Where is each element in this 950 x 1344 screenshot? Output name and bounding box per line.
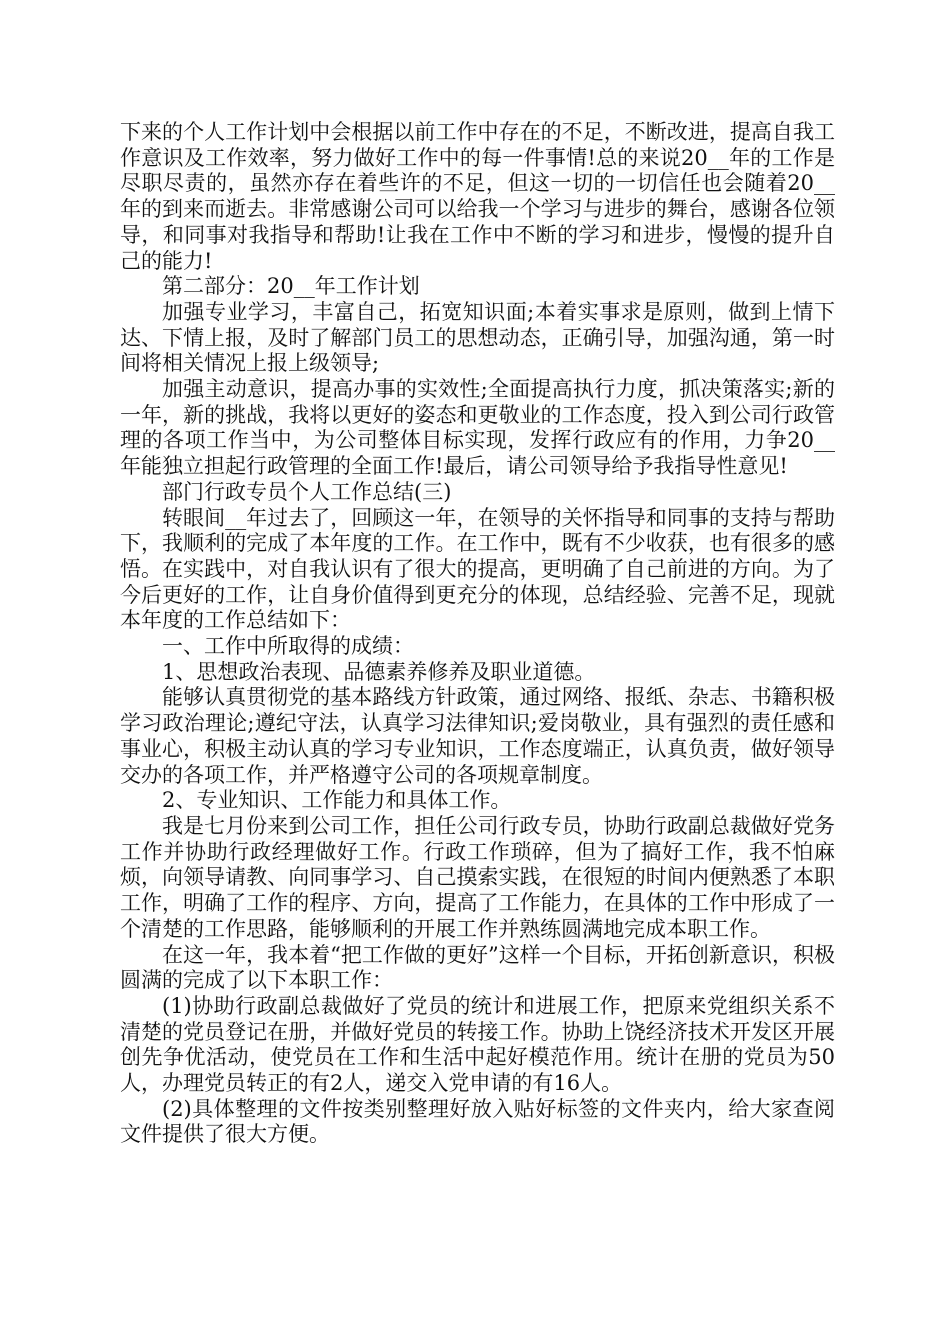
section-heading: 一、工作中所取得的成绩： xyxy=(162,634,414,659)
paragraph: 在这一年，我本着“把工作做的更好”这样一个目标，开拓创新意识，积极圆满的完成了以下本职工作： xyxy=(120,942,835,993)
subsection-heading: 2、专业知识、工作能力和具体工作。 xyxy=(162,788,512,813)
list-item: (2)具体整理的文件按类别整理好放入贴好标签的文件夹内，给大家查阅文件提供了很大方便。 xyxy=(120,1096,835,1147)
list-item: (1)协助行政副总裁做好了党员的统计和进展工作，把原来党组织关系不清楚的党员登记在册，并做好党员的转接工作。协助上饶经济技术开发区开展创先争优活动，使党员在工作和生活中起好模范作用。统计在册的党员为50人，办理党员转正的有2人，递交入党申请的有16人。 xyxy=(120,993,835,1096)
paragraph: 下来的个人工作计划中会根据以前工作中存在的不足，不断改进，提高自我工作意识及工作效率，努力做好工作中的每一件事情!总的来说20__年的工作是尽职尽责的，虽然亦存在着些许的不足，但这一切的一切信任也会随着20__年的到来而逝去。非常感谢公司可以给我一个学习与进步的舞台，感谢各位领导，和同事对我指导和帮助!让我在工作中不断的学习和进步，慢慢的提升自己的能力! xyxy=(120,120,835,273)
paragraph: 能够认真贯彻党的基本路线方针政策，通过网络、报纸、杂志、书籍积极学习政治理论;遵纪守法，认真学习法律知识;爱岗敬业，具有强烈的责任感和事业心，积极主动认真的学习专业知识，工作态度端正，认真负责，做好领导交办的各项工作，并严格遵守公司的各项规章制度。 xyxy=(120,685,835,787)
section-heading: 部门行政专员个人工作总结(三) xyxy=(162,479,452,504)
paragraph: 转眼间__年过去了，回顾这一年，在领导的关怀指导和同事的支持与帮助下，我顺利的完成了本年度的工作。在工作中，既有不少收获，也有很多的感悟。在实践中，对自我认识有了很大的提高，更明确了自己前进的方向。为了今后更好的工作，让自身价值得到更充分的体现，总结经验、完善不足，现就本年度的工作总结如下： xyxy=(120,505,835,633)
paragraph: 我是七月份来到公司工作，担任公司行政专员，协助行政副总裁做好党务工作并协助行政经理做好工作。行政工作琐碎，但为了搞好工作，我不怕麻烦，向领导请教、向同事学习、自己摸索实践，在很短的时间内便熟悉了本职工作，明确了工作的程序、方向，提高了工作能力，在具体的工作中形成了一个清楚的工作思路，能够顺利的开展工作并熟练圆满地完成本职工作。 xyxy=(120,813,835,941)
paragraph: 加强主动意识，提高办事的实效性;全面提高执行力度，抓决策落实;新的一年，新的挑战，我将以更好的姿态和更敬业的工作态度，投入到公司行政管理的各项工作当中，为公司整体目标实现，发挥行政应有的作用，力争20__年能独立担起行政管理的全面工作!最后，请公司领导给予我指导性意见! xyxy=(120,377,835,479)
section-heading: 第二部分：20__年工作计划 xyxy=(162,274,420,299)
subsection-heading: 1、思想政治表现、品德素养修养及职业道德。 xyxy=(162,659,596,684)
paragraph: 加强专业学习，丰富自己，拓宽知识面;本着实事求是原则，做到上情下达、下情上报，及时了解部门员工的思想动态，正确引导，加强沟通，第一时间将相关情况上报上级领导; xyxy=(120,299,835,376)
document-body xyxy=(120,120,835,1148)
